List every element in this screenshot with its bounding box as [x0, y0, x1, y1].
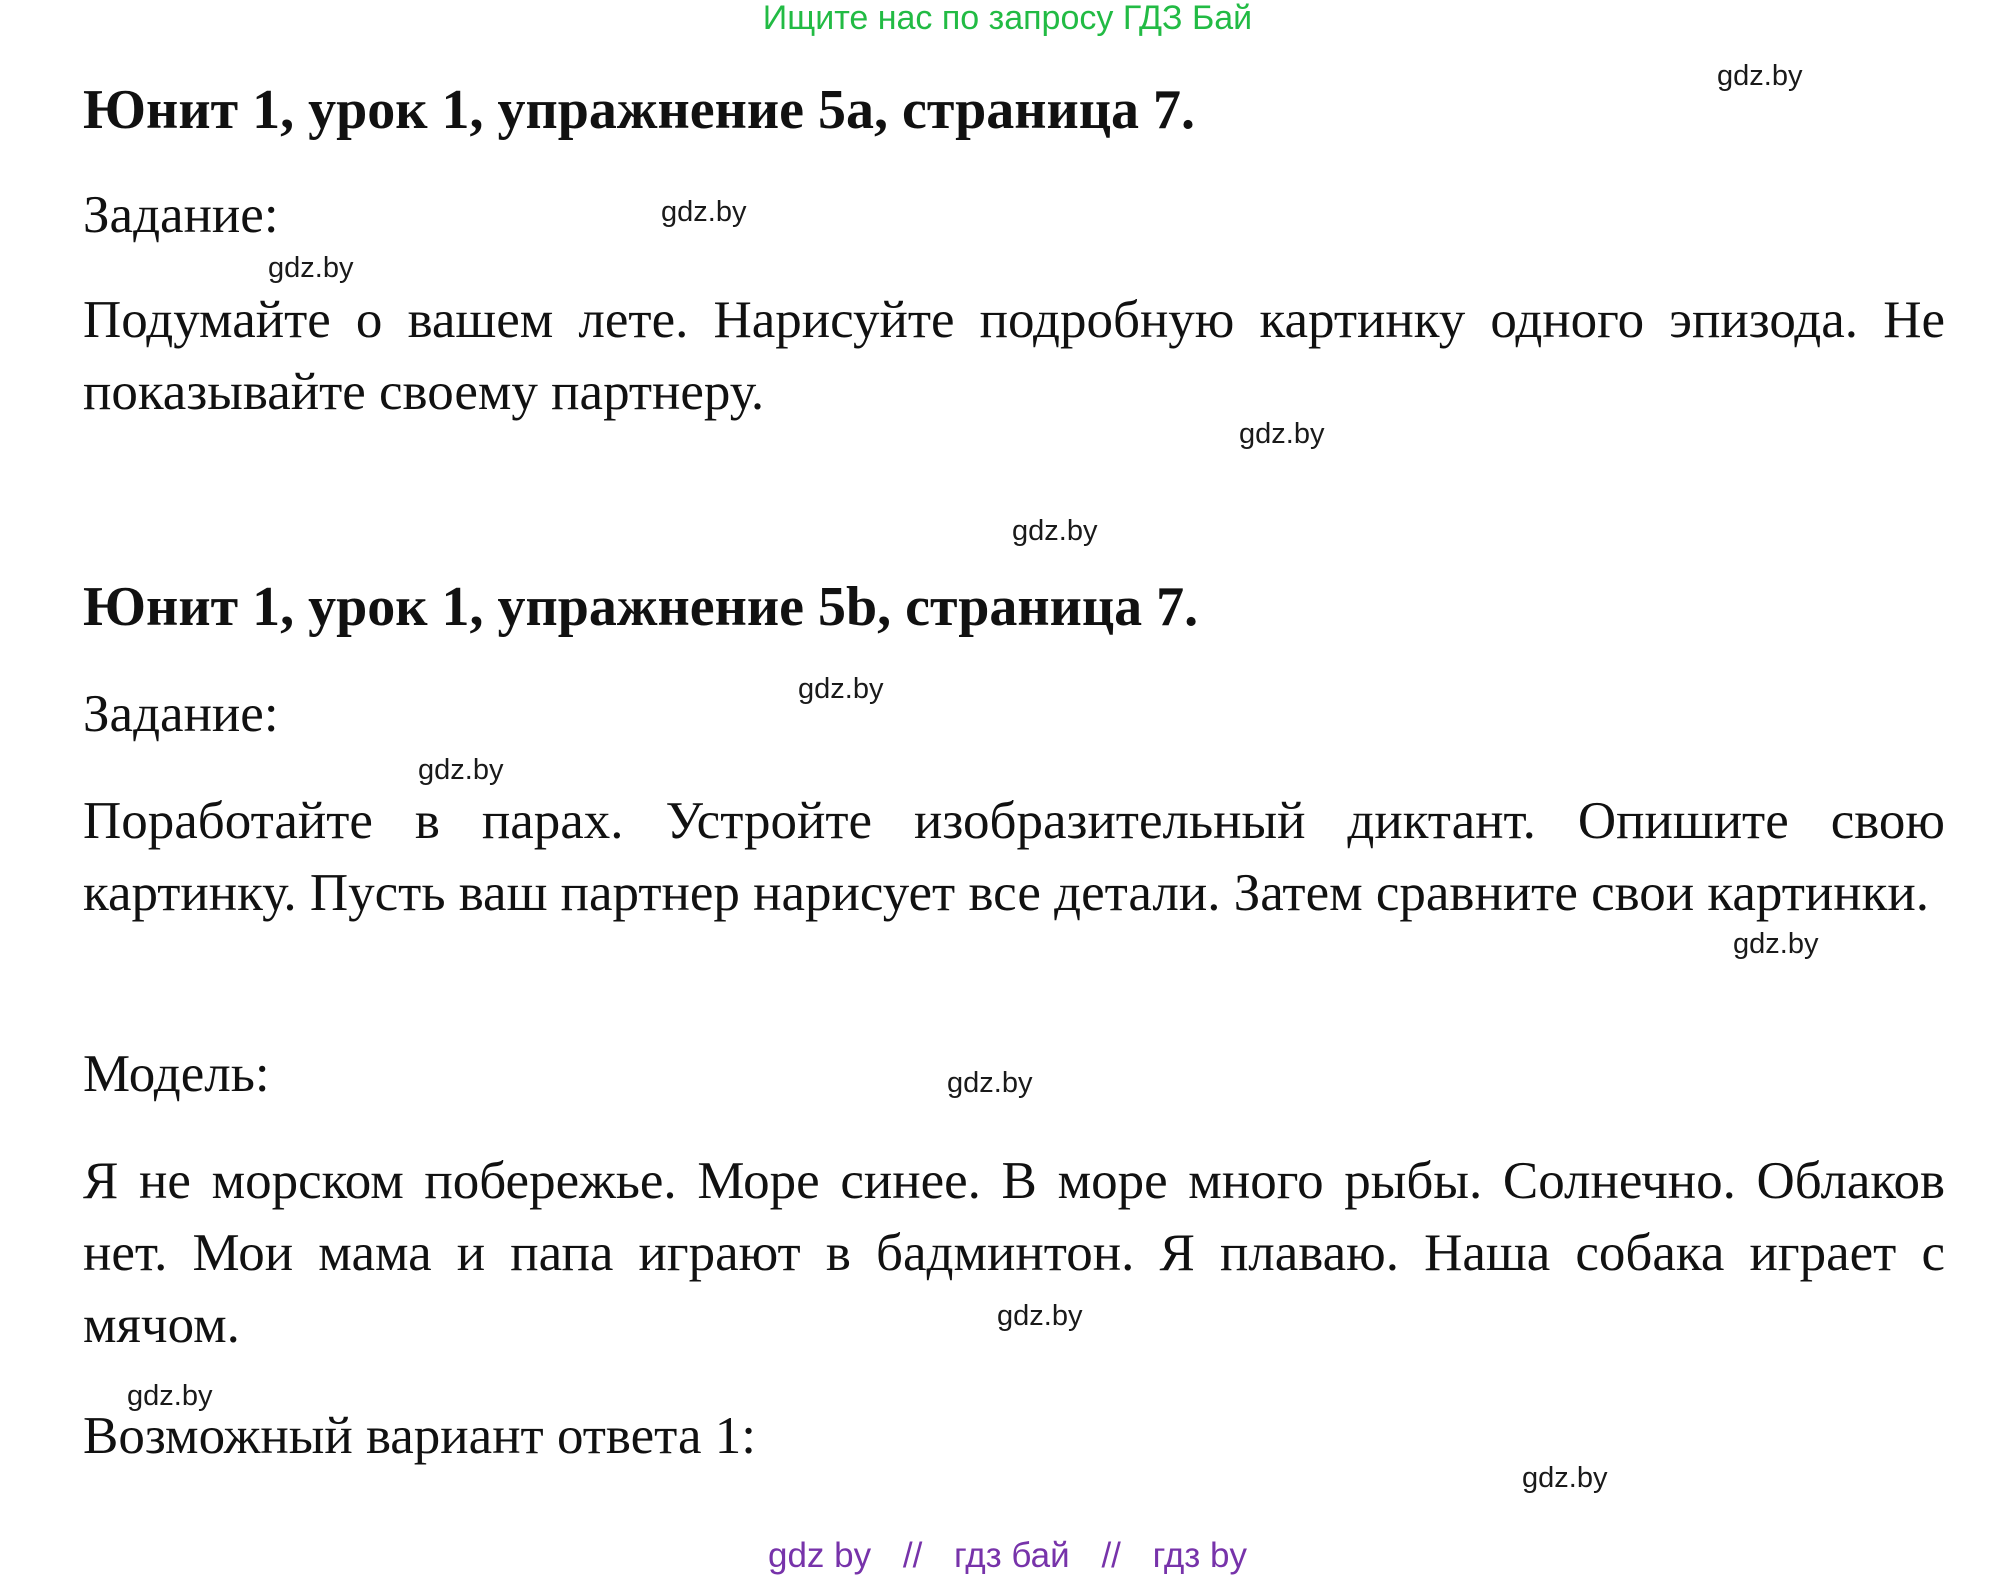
footer-separator: // — [902, 1536, 923, 1575]
watermark: gdz.by — [1522, 1462, 1608, 1494]
watermark: gdz.by — [947, 1067, 1033, 1099]
footer-separator: // — [1101, 1536, 1121, 1575]
watermark: gdz.by — [418, 754, 504, 786]
footer-link-gdz-by-alt[interactable]: гдз by — [1152, 1536, 1247, 1575]
exercise-5b-task-text: Поработайте в парах. Устройте изобразительный диктант. Опишите свою картинку. Пусть ваш партнер нарисует все детали. Затем сравните свои картинки. — [83, 792, 1945, 922]
watermark: gdz.by — [661, 196, 747, 228]
answer-variant-label: Возможный вариант ответа 1: — [83, 1407, 756, 1465]
watermark: gdz.by — [268, 252, 354, 284]
exercise-5b-task-label: Задание: — [83, 685, 279, 743]
watermark: gdz.by — [997, 1300, 1083, 1332]
watermark: gdz.by — [1239, 418, 1325, 450]
search-banner: Ищите нас по запросу ГДЗ Бай — [762, 0, 1253, 37]
footer-link-gdz-by[interactable]: gdz by — [768, 1536, 872, 1575]
exercise-5a-task-text: Подумайте о вашем лете. Нарисуйте подробную картинку одного эпизода. Не показывайте своему партнеру. — [83, 291, 1945, 421]
exercise-5a-task-label: Задание: — [83, 186, 279, 244]
footer-links — [0, 1538, 2015, 1574]
exercise-5b-heading: Юнит 1, урок 1, упражнение 5b, страница 7. — [83, 576, 1199, 638]
model-label: Модель: — [83, 1045, 270, 1103]
exercise-5a-heading: Юнит 1, урок 1, упражнение 5a, страница 7. — [83, 79, 1196, 141]
footer-link-gdz-bai[interactable]: гдз бай — [954, 1536, 1070, 1575]
watermark: gdz.by — [127, 1380, 213, 1412]
watermark: gdz.by — [798, 673, 884, 705]
watermark: gdz.by — [1717, 60, 1803, 92]
model-text: Я не морском побережье. Море синее. В море много рыбы. Солнечно. Облаков нет. Мои мама и папа играют в бадминтон. Я плаваю. Наша собака играет с мячом. — [83, 1152, 1945, 1354]
watermark: gdz.by — [1012, 515, 1098, 547]
watermark: gdz.by — [1733, 928, 1819, 960]
